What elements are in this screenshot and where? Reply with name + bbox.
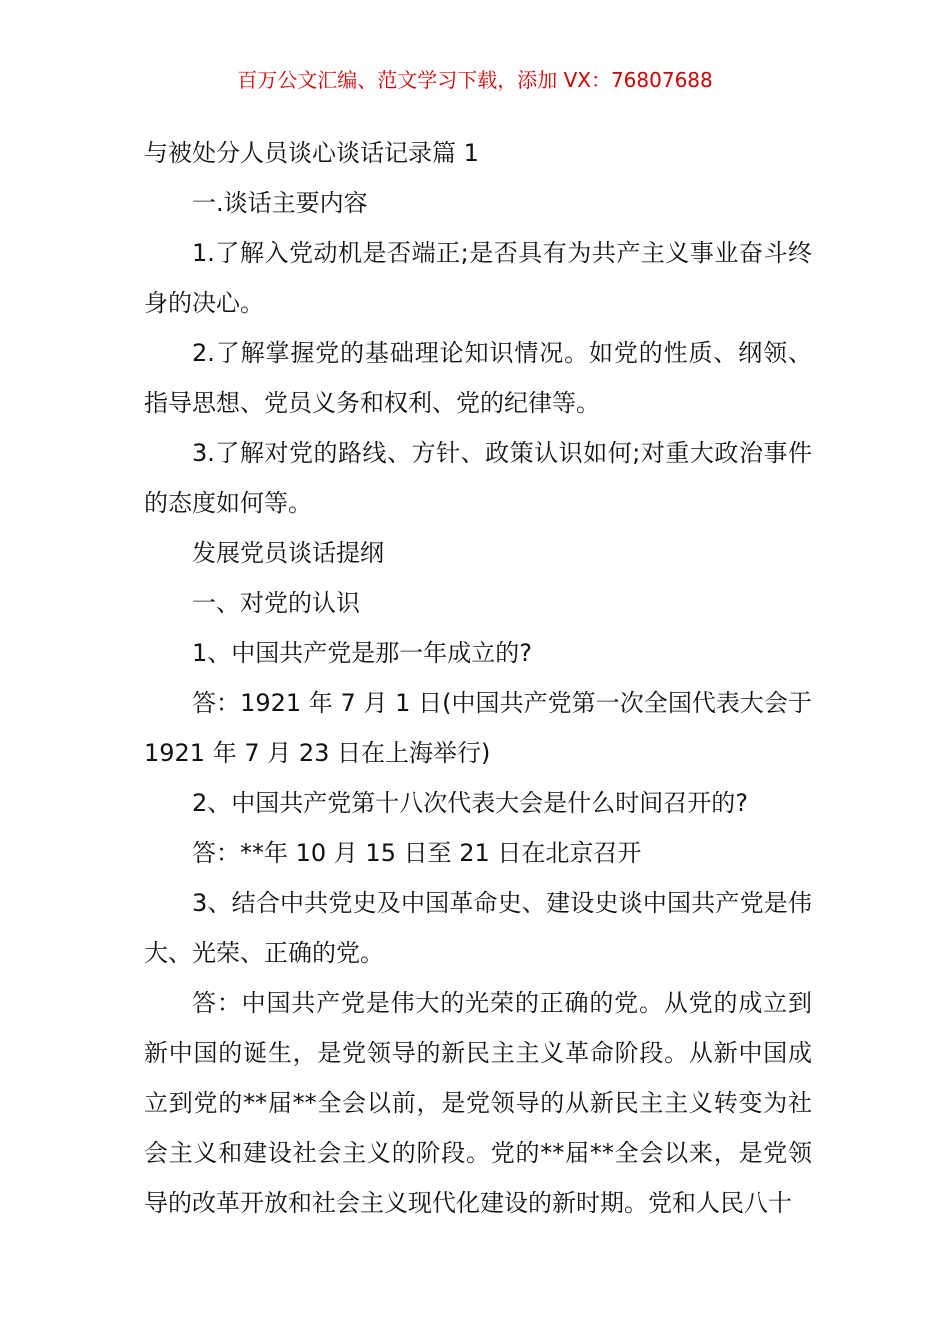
section-heading: 一、对党的认识 [192,589,360,617]
section-heading: 发展党员谈话提纲 [192,539,384,567]
paragraph: 1.了解入党动机是否端正;是否具有为共产主义事业奋斗终身的决心。 [144,239,812,317]
question: 2、中国共产党第十八次代表大会是什么时间召开的? [192,789,749,817]
watermark-header: 百万公文汇编、范文学习下载，添加 VX：76807688 [237,68,713,92]
question: 1、中国共产党是那一年成立的? [192,639,533,667]
document-title: 与被处分人员谈心谈话记录篇 1 [144,139,479,167]
paragraph: 一.谈话主要内容 [192,189,368,217]
question: 3、结合中共党史及中国革命史、建设史谈中国共产党是伟大、光荣、正确的党。 [144,889,812,967]
document-body [144,128,812,1228]
paragraph: 3.了解对党的路线、方针、政策认识如何;对重大政治事件的态度如何等。 [144,439,812,517]
answer: 答：**年 10 月 15 日至 21 日在北京召开 [192,839,642,867]
paragraph: 2.了解掌握党的基础理论知识情况。如党的性质、纲领、指导思想、党员义务和权利、党的纪律等。 [144,339,812,417]
answer: 答：1921 年 7 月 1 日(中国共产党第一次全国代表大会于 1921 年 7 月 23 日在上海举行) [144,689,812,767]
answer: 答：中国共产党是伟大的光荣的正确的党。从党的成立到新中国的诞生，是党领导的新民主主义革命阶段。从新中国成立到党的**届**全会以前，是党领导的从新民主主义转变为社会主义和建设社会主义的阶段。党的**届**全会以来，是党领导的改革开放和社会主义现代化建设的新时期。党和人民八十 [144,989,812,1217]
